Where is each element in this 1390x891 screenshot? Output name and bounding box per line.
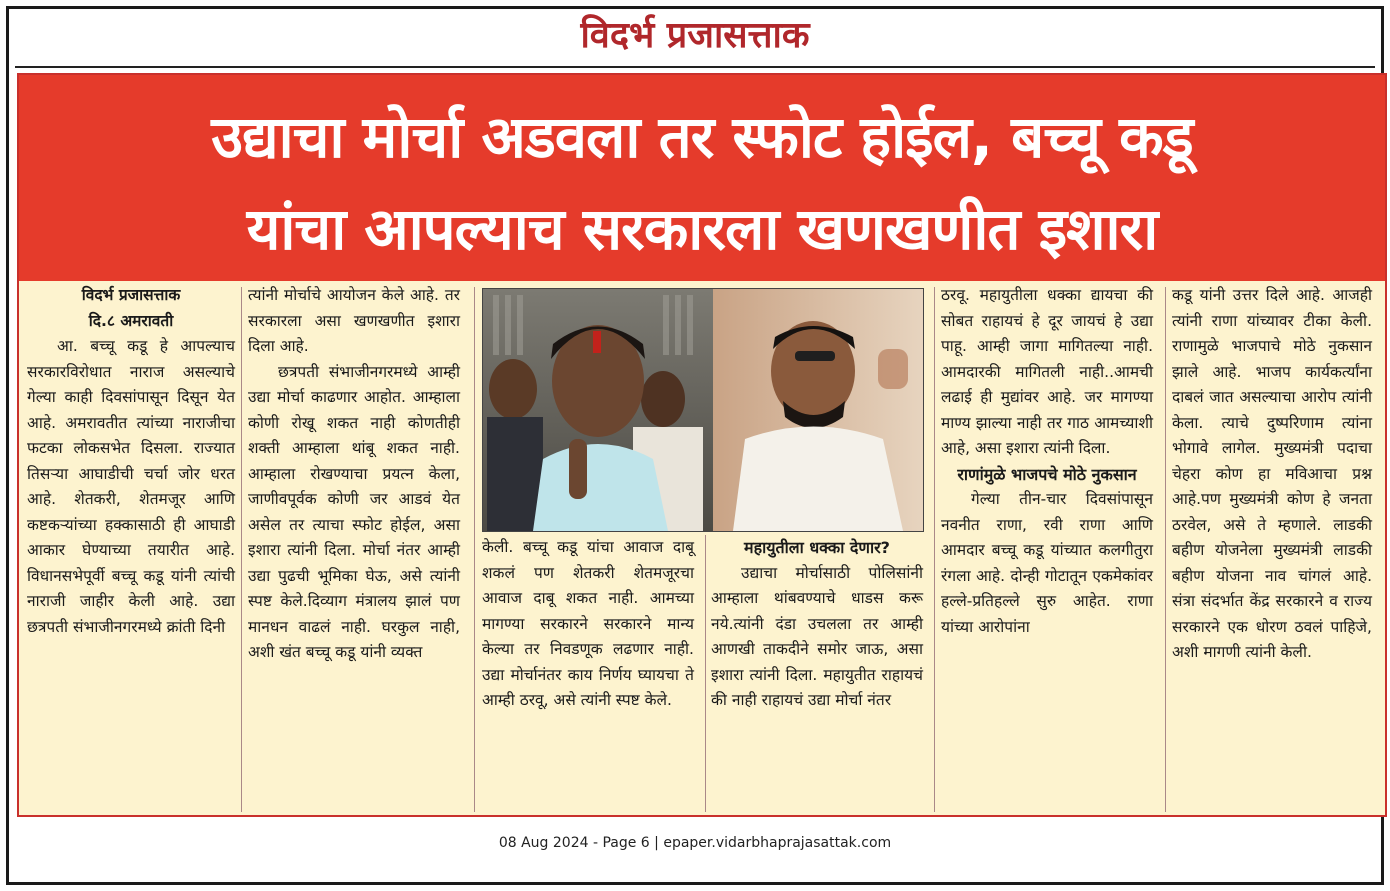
column-divider: [1165, 287, 1166, 812]
column-6-text: कडू यांनी उत्तर दिले आहे. आजही त्यांनी राणा यांच्यावर टीका केली. राणामुळे भाजपाचे मोठे नुकसान झाले आहे. भाजप कार्यकर्त्यांना दाबलं जात असल्याचा आरोप त्यांनी केला. त्याचे दुष्परिणाम त्यांना भोगावे लागेल. मुख्यमंत्री पदाचा चेहरा कोण हा मविआचा प्रश्न आहे.पण मुख्यमंत्री कोण हे जनता ठरवेल, असे ते म्हणाले. लाडकी बहीण योजनेला मुख्यमंत्री लाडकी बहीण योजना नाव चांगलं आहे. संत्रा संदर्भात केंद्र सरकारने व राज्य सरकारने एक धोरण ठवलं पाहिजे, अशी मागणी त्यांनी केली.: [1172, 286, 1372, 661]
article-column-3: [482, 535, 694, 714]
news-article: [17, 73, 1387, 817]
column-4-text: उद्याचा मोर्चासाठी पोलिसांनी आम्हाला थांबवण्याचे धाडस करू नये.त्यांनी दंडा उचलला तर आम्ही आणखी ताकदीने समोर जाऊ, असा इशारा त्यांनी दिला. महायुतीत राहायचं की नाही राहायचं उद्या मोर्चा नंतर: [711, 563, 923, 709]
column-divider: [241, 287, 242, 812]
column-2-text-b: छत्रपती संभाजीनगरमध्ये आम्ही उद्या मोर्चा काढणार आहोत. आम्हाला कोणी रोखू शकत नाही कोणतीही शक्ती आम्हाला थांबू शकत नाही. आम्हाला रोखण्याचा प्रयत्न केला, जाणीवपूर्वक कोणी जर आडवं येत असेल तर त्याचा स्फोट होईल, असा इशारा त्यांनी दिला. मोर्चा नंतर आम्ही उद्या पुढची भूमिका घेऊ, असे त्यांनी स्पष्ट केले.दिव्याग मंत्रालय झालं पण मानधन वाढलं नाही. घरकुल नाही, अशी खंत बच्चू कडू यांनी व्यक्त: [248, 362, 460, 661]
headline-line-2: यांचा आपल्याच सरकारला खणखणीत इशारा: [246, 195, 1158, 263]
column-divider: [474, 287, 475, 812]
column-1-text: आ. बच्चू कडू हे आपल्याच सरकारविरोधात नाराज असल्याचे गेल्या काही दिवसांपासून दिसून येत आहे. अमरावतीत त्यांच्या नाराजीचा फटका लोकसभेत दिसला. राज्यात तिसऱ्या आघाडीची चर्चा जोर धरत आहे. शेतकरी, शेतमजूर आणि कष्टकऱ्यांच्या हक्कासाठी ही आघाडी आकार घेण्याच्या तयारीत आहे. विधानसभेपूर्वी बच्चू कडू यांनी त्यांची नाराजी जाहीर केली आहे. उद्या छत्रपती संभाजीनगरमध्ये क्रांती दिनी: [27, 337, 235, 636]
page-footer: 08 Aug 2024 - Page 6 | epaper.vidarbhaprajasattak.com: [498, 835, 892, 851]
article-column-6: [1172, 283, 1372, 666]
column-divider: [705, 535, 706, 812]
article-column-4: [711, 535, 923, 714]
headline-band: [19, 75, 1385, 281]
column-5-text-a: ठरवू. महायुतीला धक्का द्यायचा की सोबत राहायचं हे दूर जायचं हे उद्या पाहू. आम्ही जागा मागितल्या नाही. आमदारकी मागितली नाही..आमची लढाई ही मुद्यांवर आहे. जर मागण्या माण्य झाल्या नाही तर गाठ आमच्याशी आहे, असा इशारा त्यांनी दिला.: [941, 286, 1153, 457]
byline-dateline: दि.८ अमरावती: [88, 311, 174, 330]
masthead-title: विदर्भ प्रजासत्ताक: [580, 15, 810, 56]
headline: [19, 91, 1385, 275]
byline-source: विदर्भ प्रजासत्ताक: [81, 286, 181, 304]
article-column-5: [941, 283, 1153, 640]
article-column-2: [248, 283, 460, 666]
column-2-text-a: त्यांनी मोर्चाचे आयोजन केले आहे. तर सरकारला असा खणखणीत इशारा दिला आहे.: [248, 286, 460, 355]
column-5-text-b: गेल्या तीन-चार दिवसांपासून नवनीत राणा, रवी राणा आणि आमदार बच्चू कडू यांच्यात कलगीतुरा रंगला आहे. दोन्ही गोटातून एकमेकांवर हल्ले-प्रतिहल्ले सुरु आहेत. राणा यांच्या आरोपांना: [941, 490, 1153, 636]
news-photo: [482, 288, 924, 532]
subheading-rana: राणांमुळे भाजपचे मोठे नुकसान: [957, 464, 1137, 484]
article-column-1: [27, 283, 235, 640]
masthead-divider: [15, 66, 1375, 68]
column-divider: [934, 287, 935, 812]
headline-line-1: उद्याचा मोर्चा अडवला तर स्फोट होईल, बच्चू कडू: [211, 103, 1193, 171]
subheading-mahayuti: महायुतीला धक्का देणार?: [744, 538, 890, 557]
newspaper-page: [6, 6, 1384, 885]
column-3-text: केली. बच्चू कडू यांचा आवाज दाबू शकलं पण शेतकरी शेतमजूरचा आवाज दाबू शकत नाही. आमच्या मागण्या सरकारने सरकारने मान्य केल्या तर निवडणूक लढणार नाही. उद्या मोर्चानंतर काय निर्णय घ्यायचा ते आम्ही ठरवू, असे त्यांनी स्पष्ट केले.: [482, 538, 694, 709]
